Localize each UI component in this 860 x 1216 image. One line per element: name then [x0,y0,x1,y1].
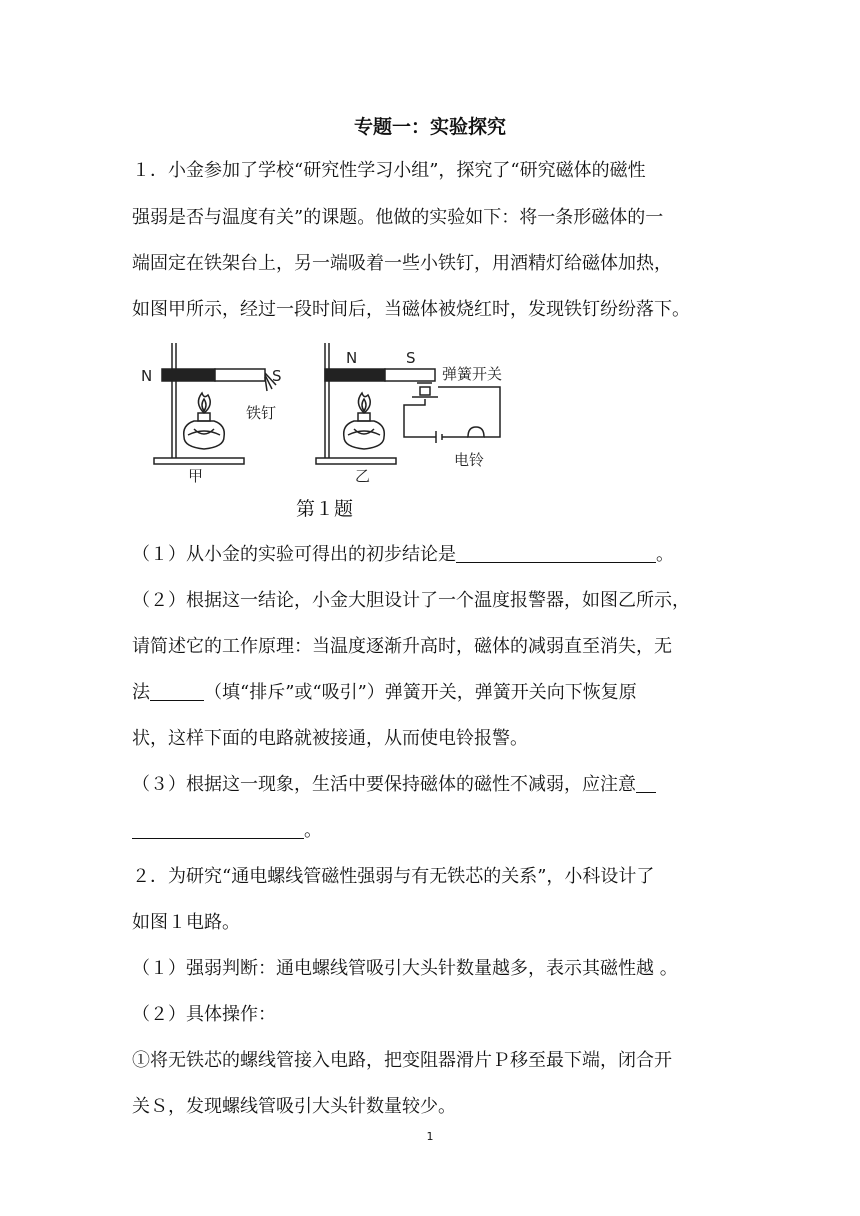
figure-caption: 第１题 [296,498,354,520]
label-bell: 电铃 [454,451,485,469]
label-jia: 甲 [188,467,204,485]
page-title: 专题一：实验探究 [353,116,506,138]
q1-part3-line-2 [132,818,732,844]
q1-part1-text: （１）从小金的实验可得出的初步结论是 [132,544,456,565]
q1-intro-line-3: 端固定在铁架台上，另一端吸着一些小铁钉，用酒精灯给磁体加热， [132,253,672,274]
label-nail: 铁钉 [246,404,277,422]
q1-part1-end: 。 [656,544,674,565]
q1-part3-text: （３）根据这一现象，生活中要保持磁体的磁性不减弱，应注意 [132,774,636,795]
q2-line-2: 如图１电路。 [132,912,240,933]
q2-line-3: （１）强弱判断：通电螺线管吸引大头针数量越多，表示其磁性越 。 [132,958,678,979]
page-number: 1 [426,1130,434,1143]
label-s-jia: S [272,367,282,385]
q1-part2-line-3 [132,680,732,706]
q1-part3-end: 。 [304,820,322,841]
q1-part2-line-3-end: （填“排斥”或“吸引”）弹簧开关，弹簧开关向下恢复原 [204,682,637,703]
q2-line-1: ２．为研究“通电螺线管磁性强弱与有无铁芯的关系”，小科设计了 [132,866,655,887]
q1-part2-line-4: 状，这样下面的电路就被接通，从而使电铃报警。 [132,728,528,749]
label-s-yi: S [406,349,416,367]
label-spring-switch: 弹簧开关 [442,365,503,383]
answer-blank-2[interactable] [150,682,204,701]
q2-line-5: ①将无铁芯的螺线管接入电路，把变阻器滑片Ｐ移至最下端，闭合开 [132,1050,672,1071]
q1-part1 [132,542,732,568]
q1-part2-line-1: （２）根据这一结论，小金大胆设计了一个温度报警器，如图乙所示， [132,590,690,611]
answer-blank-3b[interactable] [132,820,304,839]
q1-intro-line-4: 如图甲所示，经过一段时间后，当磁体被烧红时，发现铁钉纷纷落下。 [132,299,690,320]
answer-blank-3a[interactable] [636,774,656,793]
q2-line-4: （２）具体操作： [132,1004,276,1025]
q1-part2-line-3-start: 法 [132,682,150,703]
label-n-jia: N [141,367,153,385]
label-n-yi: N [346,349,358,367]
q1-intro-line-2: 强弱是否与温度有关”的课题。他做的实验如下：将一条形磁体的一 [132,207,664,228]
q1-part3-line-1 [132,772,732,798]
label-yi: 乙 [355,467,371,485]
answer-blank-1[interactable] [456,544,656,563]
q1-intro-line-1: １．小金参加了学校“研究性学习小组”，探究了“研究磁体的磁性 [132,160,646,181]
q2-line-6: 关Ｓ，发现螺线管吸引大头针数量较少。 [132,1096,456,1117]
q1-part2-line-2: 请简述它的工作原理：当温度逐渐升高时，磁体的减弱直至消失，无 [132,636,672,657]
